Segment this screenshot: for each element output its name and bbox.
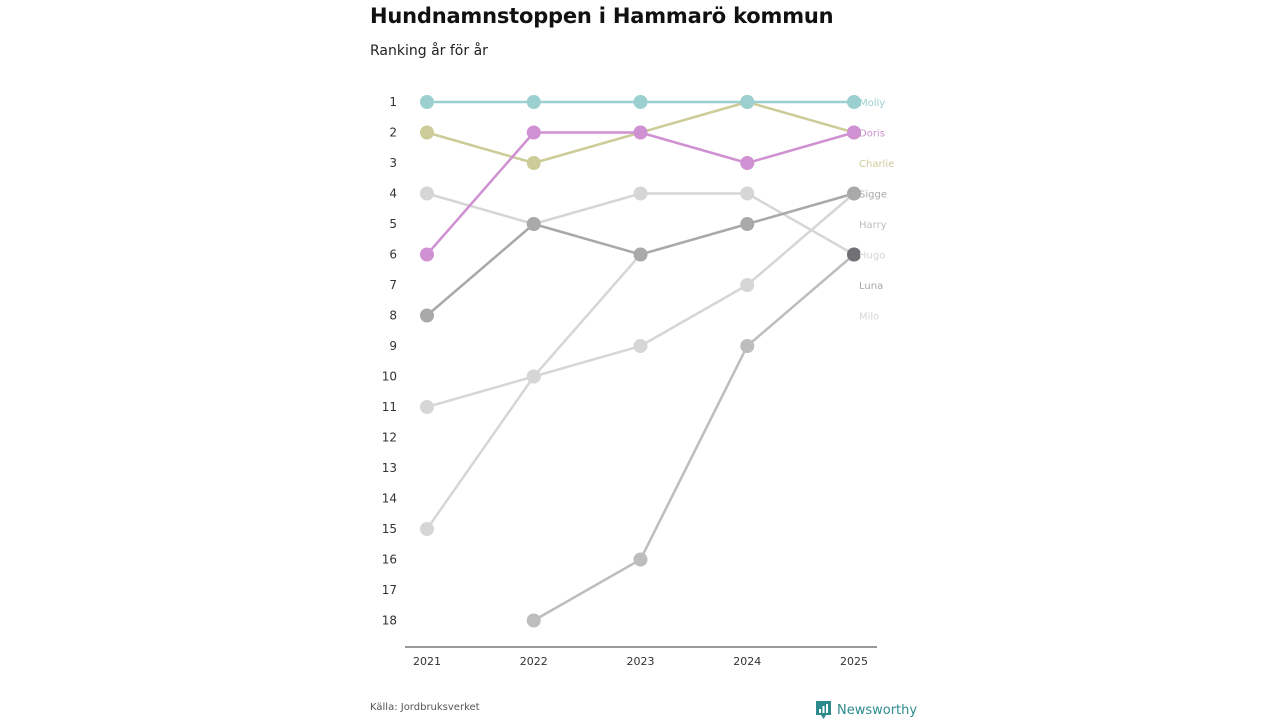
series-point-milo (527, 370, 541, 384)
series-line-charlie (641, 102, 748, 133)
x-tick-label: 2025 (840, 655, 868, 668)
series-point-doris (420, 248, 434, 262)
y-tick-label: 8 (389, 308, 397, 323)
series-line-unlabeled (641, 285, 748, 346)
series-line-unlabeled (534, 346, 641, 377)
y-tick-label: 14 (381, 491, 397, 506)
series-line-harry (534, 560, 641, 621)
series-line-sigge (641, 224, 748, 255)
series-line-doris (641, 133, 748, 164)
series-line-harry (747, 255, 854, 347)
series-line-unlabeled (747, 194, 854, 286)
series-line-charlie (534, 133, 641, 164)
series-point-molly (420, 95, 434, 109)
series-point-unlabeled (420, 400, 434, 414)
series-line-unlabeled (427, 377, 534, 408)
y-tick-label: 9 (389, 339, 397, 353)
y-tick-label: 1 (389, 95, 397, 109)
newsworthy-logo-icon (816, 701, 831, 719)
y-tick-label: 3 (389, 156, 397, 170)
series-label-sigge: Sigge (859, 189, 887, 201)
series-label-milo: Milo (859, 311, 880, 323)
series-point-sigge (527, 217, 541, 231)
series-point-doris (527, 126, 541, 140)
series-label-molly: Molly (859, 98, 886, 109)
y-tick-label: 16 (381, 552, 397, 567)
x-tick-label: 2021 (413, 655, 441, 668)
series-line-charlie (747, 102, 854, 133)
x-tick-label: 2022 (519, 655, 548, 668)
x-tick-label: 2024 (733, 655, 762, 668)
chart-title: Hundnamnstoppen i Hammarö kommun (370, 4, 834, 28)
y-tick-label: 17 (381, 583, 397, 597)
series-point-sigge (740, 217, 754, 231)
series-line-charlie (427, 133, 534, 164)
series-sigge (420, 187, 861, 323)
brand-name: Newsworthy (837, 702, 918, 718)
y-tick-label: 7 (389, 278, 397, 292)
y-tick-label: 4 (389, 186, 397, 201)
series-label-charlie: Charlie (859, 159, 895, 170)
series-label-doris: Doris (859, 128, 885, 140)
brand (816, 700, 917, 720)
series-line-hugo (534, 194, 641, 225)
series-line-hugo (427, 194, 534, 225)
x-tick-label: 2023 (626, 655, 655, 668)
series-line-sigge (534, 224, 641, 255)
y-tick-label: 5 (389, 217, 397, 231)
y-tick-label: 13 (381, 461, 397, 475)
series-point-charlie (420, 126, 434, 140)
series-label-hugo: Hugo (859, 250, 886, 262)
y-tick-label: 6 (389, 247, 397, 262)
source-note: Källa: Jordbruksverket (370, 702, 480, 713)
series-point-hugo (634, 187, 648, 201)
series-point-molly (740, 95, 754, 109)
series-label-harry: Harry (859, 220, 887, 231)
series-point-hugo (740, 187, 754, 201)
series-line-doris (747, 133, 854, 164)
series-point-unlabeled (634, 339, 648, 353)
series-point-harry (634, 553, 648, 567)
series-point-doris (740, 156, 754, 170)
series-line-milo (427, 377, 534, 530)
series-point-harry (527, 614, 541, 628)
series-point-harry (740, 339, 754, 353)
chart-subtitle: Ranking år för år (370, 43, 488, 59)
series-point-hugo (420, 187, 434, 201)
series-point-molly (634, 95, 648, 109)
series-point-molly (527, 95, 541, 109)
series-point-milo (420, 522, 434, 536)
series-point-sigge (634, 248, 648, 262)
series-point-doris (634, 126, 648, 140)
y-tick-label: 11 (381, 400, 397, 414)
y-tick-label: 15 (381, 522, 397, 536)
series-line-hugo (747, 194, 854, 255)
series-molly (420, 95, 861, 109)
series-point-unlabeled (740, 278, 754, 292)
y-tick-label: 2 (389, 125, 397, 140)
y-tick-label: 10 (381, 369, 397, 384)
series-point-sigge (420, 309, 434, 323)
series-label-luna: Luna (859, 281, 884, 292)
series-line-harry (641, 346, 748, 560)
series-point-charlie (527, 156, 541, 170)
series-harry (527, 248, 861, 628)
series-line-milo (534, 255, 641, 377)
y-tick-label: 12 (381, 430, 397, 445)
y-tick-label: 18 (381, 613, 397, 628)
